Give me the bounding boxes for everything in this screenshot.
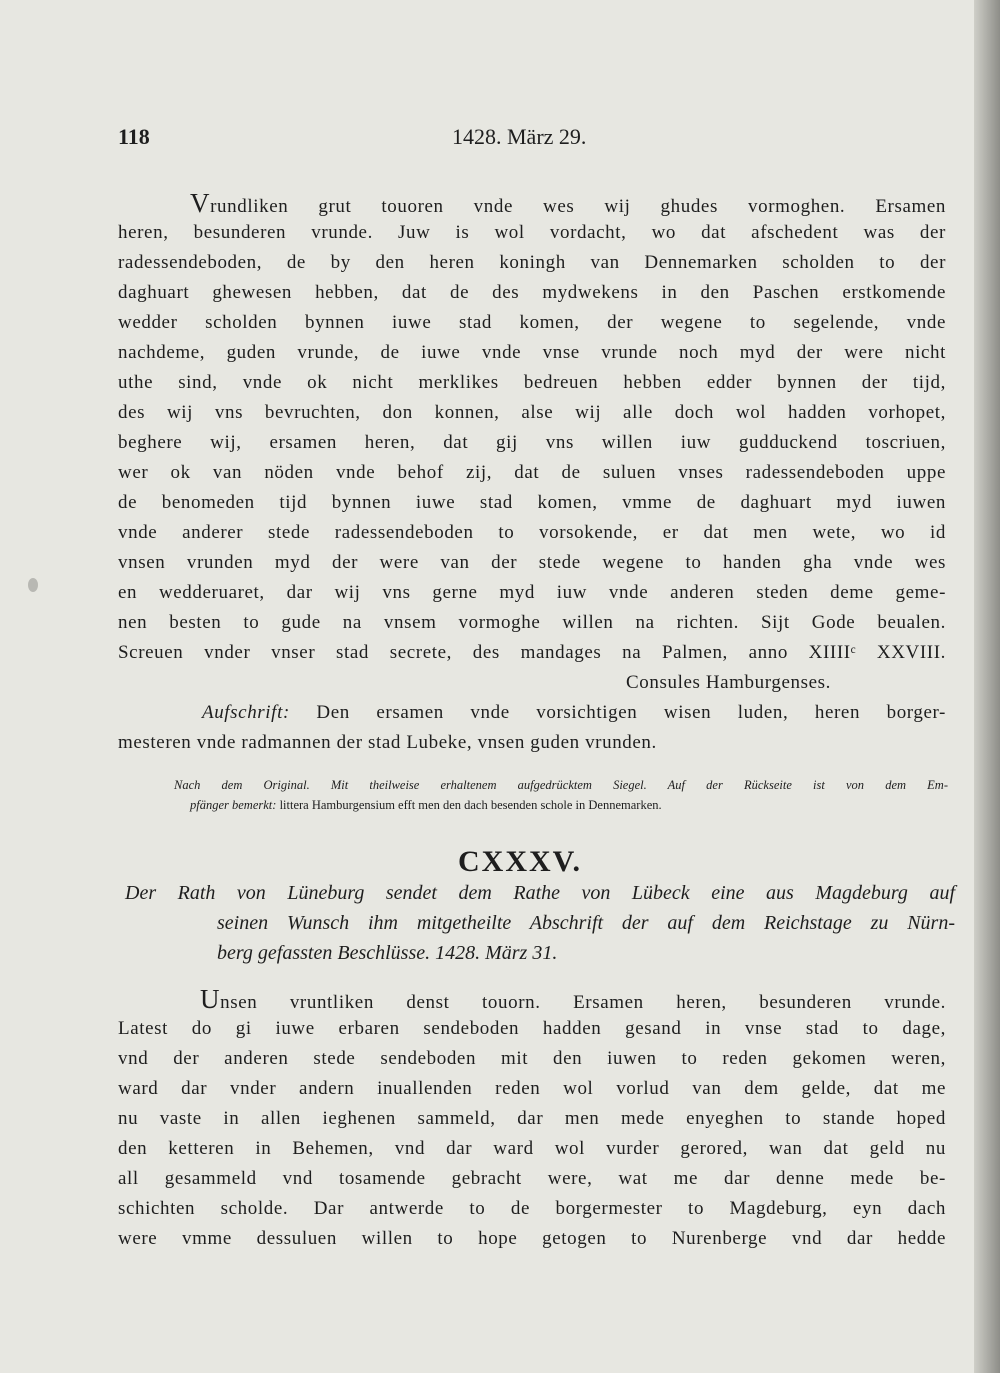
footnote-line: pfänger bemerkt: littera Hamburgensium efft men den dach besenden schole in Dennemarken.: [190, 798, 662, 812]
initial-letter: U: [200, 984, 221, 1014]
aufschrift-line: mesteren vnde radmannen der stad Lubeke, vnsen guden vrunden.: [118, 732, 657, 753]
running-header: [118, 124, 638, 154]
letter-line: ward dar vnder andern inuallenden reden wol vorlud van dem gelde, dat me: [118, 1078, 946, 1099]
rubric-line: Der Rath von Lüneburg sendet dem Rathe von Lübeck eine aus Magdeburg auf: [125, 882, 955, 904]
letter-line: wedder scholden bynnen iuwe stad komen, der wegene to segelende, vnde: [118, 312, 946, 333]
letter-1-body: [118, 188, 946, 758]
letter-line: Vrundliken grut touoren vnde wes wij ghudes vormoghen. Ersamen: [190, 188, 946, 218]
aufschrift-label: Aufschrift:: [202, 702, 290, 723]
rubric-line: seinen Wunsch ihm mitgetheilte Abschrift der auf dem Reichstage zu Nürn-: [217, 912, 955, 934]
letter-line: nachdeme, guden vrunde, de iuwe vnde vnse vrunde noch myd der were nicht: [118, 342, 946, 363]
aufschrift-line: Aufschrift: Den ersamen vnde vorsichtigen wisen luden, heren borger-: [202, 702, 946, 723]
letter-line: schichten scholde. Dar antwerde to de borgermester to Magdeburg, eyn dach: [118, 1198, 946, 1219]
letter-signature: Consules Hamburgenses.: [626, 672, 831, 693]
footnote: [118, 775, 948, 815]
letter-line: uthe sind, vnde ok nicht merklikes bedreuen hebben edder bynnen der tijd,: [118, 372, 946, 393]
letter-line: en wedderuaret, dar wij vns gerne myd iuw vnde anderen steden deme geme-: [118, 582, 946, 603]
page-number: 118: [118, 124, 150, 149]
letter-line: vnde anderer stede radessendeboden to vorsokende, er dat men wete, wo id: [118, 522, 946, 543]
paper-stain: [28, 578, 38, 592]
letter-line: Unsen vruntliken denst touorn. Ersamen heren, besunderen vrunde.: [200, 984, 946, 1014]
letter-line: heren, besunderen vrunde. Juw is wol vordacht, wo dat afschedent was der: [118, 222, 946, 243]
letter-line: des wij vns bevruchten, don konnen, alse wij alle doch wol hadden vorhopet,: [118, 402, 946, 423]
letter-line: nen besten to gude na vnsem vormoghe willen na richten. Sijt Gode beualen.: [118, 612, 946, 633]
letter-line: vnsen vrunden myd der were van der stede wegene to handen gha vnde wes: [118, 552, 946, 573]
letter-line: radessendeboden, de by den heren koningh van Dennemarken scholden to der: [118, 252, 946, 273]
letter-line: wer ok van nöden vnde behof zij, dat de suluen vnses radessendeboden uppe: [118, 462, 946, 483]
document-rubric: [125, 878, 955, 968]
footnote-line: Nach dem Original. Mit theilweise erhaltenem aufgedrücktem Siegel. Auf der Rückseite ist von dem Em-: [174, 778, 948, 792]
document-number: CXXXV.: [458, 845, 582, 878]
letter-line: Screuen vnder vnser stad secrete, des mandages na Palmen, anno XIIIIᶜ XXVIII.: [118, 642, 946, 663]
letter-line: den ketteren in Behemen, vnd dar ward wol vurder gerored, wan dat geld nu: [118, 1138, 946, 1159]
letter-line: daghuart ghewesen hebben, dat de des mydwekens in den Paschen erstkomende: [118, 282, 946, 303]
letter-2-body: [118, 984, 946, 1254]
letter-line: vnd der anderen stede sendeboden mit den iuwen to reden gekomen weren,: [118, 1048, 946, 1069]
page-gutter-shadow: [974, 0, 1000, 1373]
letter-line: de benomeden tijd bynnen iuwe stad komen, vmme de daghuart myd iuwen: [118, 492, 946, 513]
letter-line: were vmme dessuluen willen to hope getogen to Nurenberge vnd dar hedde: [118, 1228, 946, 1249]
letter-line: all gesammeld vnd tosamende gebracht were, wat me dar denne mede be-: [118, 1168, 946, 1189]
header-date: 1428. März 29.: [452, 124, 587, 149]
letter-line: nu vaste in allen ieghenen sammeld, dar men mede enyeghen to stande hoped: [118, 1108, 946, 1129]
letter-line: beghere wij, ersamen heren, dat gij vns willen iuw gudduckend toscriuen,: [118, 432, 946, 453]
rubric-line: berg gefassten Beschlüsse. 1428. März 31.: [217, 942, 558, 964]
letter-line: Latest do gi iuwe erbaren sendeboden hadden gesand in vnse stad to dage,: [118, 1018, 946, 1039]
initial-letter: V: [190, 188, 211, 218]
